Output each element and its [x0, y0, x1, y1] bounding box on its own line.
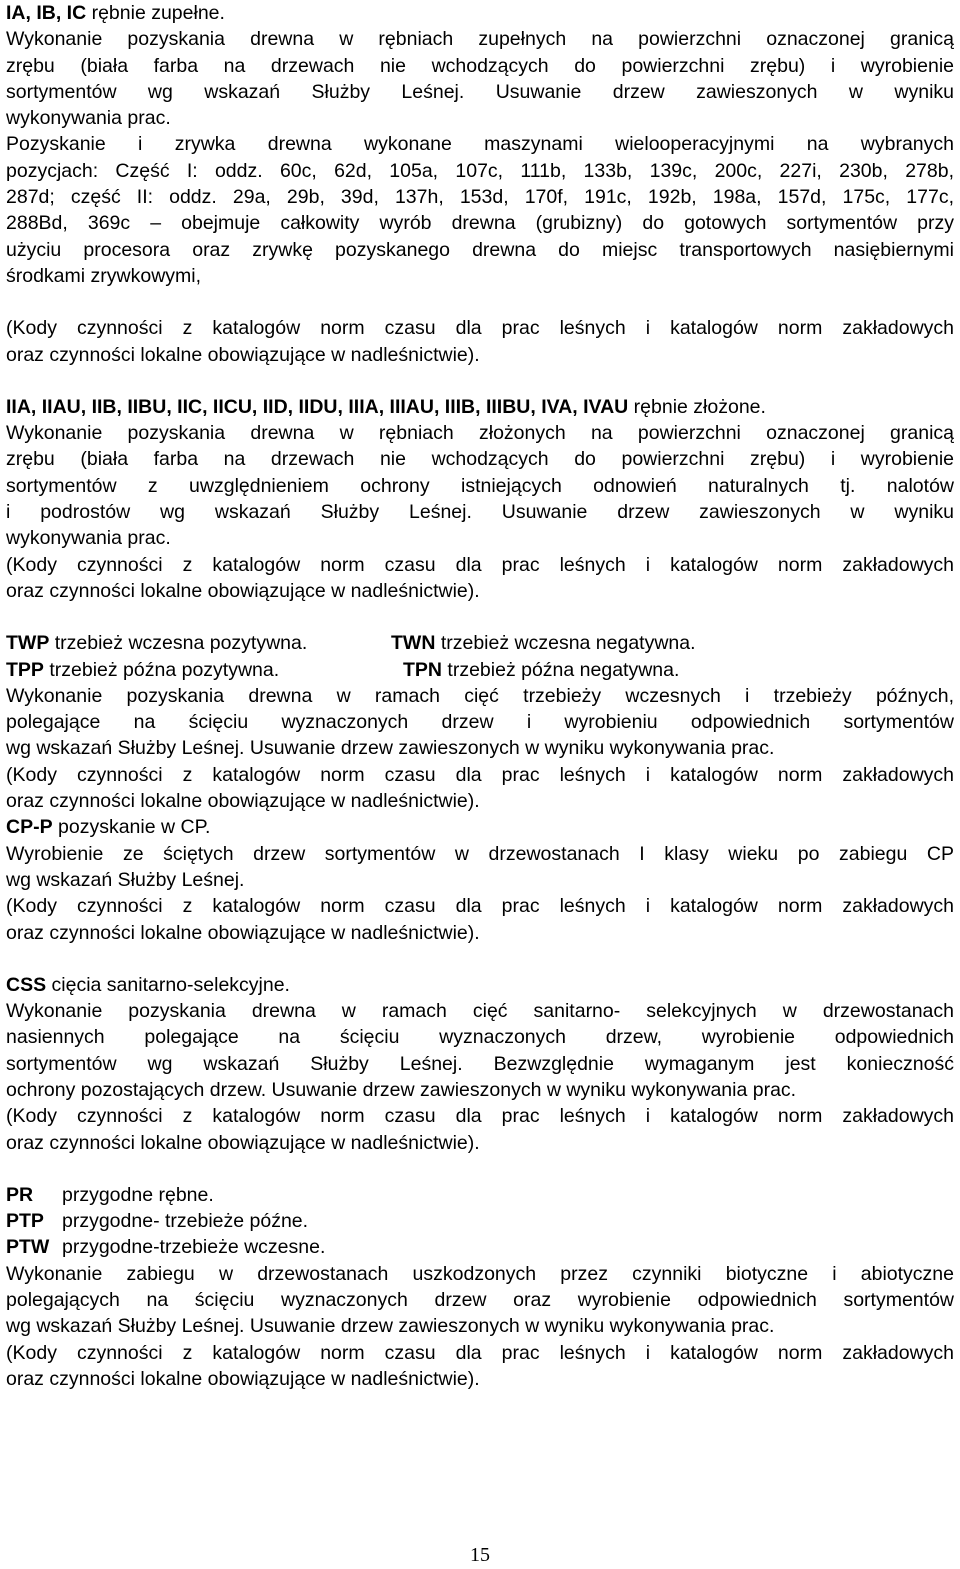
paragraph-line: nasiennych polegające na ścięciu wyznaczonych drzew, wyrobienie odpowiednich: [6, 1026, 954, 1049]
paragraph-line: polegających na ścięciu wyznaczonych drzew oraz wyrobienie odpowiednich sortymentów: [6, 1289, 954, 1312]
code-ptp: PTP: [6, 1210, 44, 1233]
code-ptw-row: [6, 1234, 954, 1260]
code-pr: PR: [6, 1183, 34, 1206]
paragraph-line: sortymentów wg wskazań Służby Leśnej. Usuwanie drzew zawieszonych w wyniku: [6, 80, 954, 103]
code-ptp-row: [6, 1208, 954, 1234]
paragraph-line: wykonywania prac.: [6, 527, 171, 550]
code-twp: TWP: [6, 632, 50, 655]
paragraph-line: Wykonanie zabiegu w drzewostanach uszkodzonych przez czynniki biotyczne i abiotyczne: [6, 1262, 954, 1285]
activity-codes-note: oraz czynności lokalne obowiązujące w nadleśnictwie).: [6, 921, 480, 944]
code-twn: TWN: [391, 632, 436, 655]
paragraph-line: 287d; część II: oddz. 29a, 29b, 39d, 137h, 153d, 170f, 191c, 192b, 198a, 157d, 175c, 177c,: [6, 186, 954, 209]
heading-code: CP-P: [6, 816, 53, 839]
activity-codes-note: (Kody czynności z katalogów norm czasu dla prac leśnych i katalogów norm zakładowych: [6, 895, 954, 918]
code-pr-text: przygodne rębne.: [62, 1183, 214, 1206]
section-heading-ia-ib-ic: [6, 0, 954, 26]
heading-text: rębnie zupełne.: [86, 2, 225, 24]
activity-codes-note: oraz czynności lokalne obowiązujące w nadleśnictwie).: [6, 790, 480, 813]
paragraph-line: ochrony pozostających drzew. Usuwanie drzew zawieszonych w wyniku wykonywania prac.: [6, 1078, 797, 1101]
paragraph-line: zrębu (biała farba na drzewach nie wchodzących do powierzchni zrębu) i wyrobienie: [6, 54, 954, 77]
thinning-codes-row: [6, 657, 954, 683]
code-ptw: PTW: [6, 1236, 50, 1259]
paragraph-line: zrębu (biała farba na drzewach nie wchodzących do powierzchni zrębu) i wyrobienie: [6, 448, 954, 471]
heading-code: IIA, IIAU, IIB, IIBU, IIC, IICU, IID, IIDU, IIIA, IIIAU, IIIB, IIIBU, IVA, IVAU: [6, 395, 629, 418]
heading-text: pozyskanie w CP.: [52, 816, 211, 839]
paragraph-line: i podrostów wg wskazań Służby Leśnej. Usuwanie drzew zawieszonych w wyniku: [6, 501, 954, 524]
activity-codes-note: (Kody czynności z katalogów norm czasu dla prac leśnych i katalogów norm zakładowych: [6, 763, 954, 786]
heading-code: CSS: [6, 973, 47, 996]
activity-codes-note: oraz czynności lokalne obowiązujące w nadleśnictwie).: [6, 1367, 480, 1390]
heading-text: rębnie złożone.: [628, 395, 766, 418]
paragraph-line: Wyrobienie ze ściętych drzew sortymentów w drzewostanach I klasy wieku po zabiegu CP: [6, 842, 954, 865]
section-heading-cp-p: [6, 814, 954, 840]
code-tpn-text: trzebież późna negatywna.: [442, 658, 680, 681]
paragraph-line: środkami zrywkowymi,: [6, 264, 202, 287]
activity-codes-note: (Kody czynności z katalogów norm czasu dla prac leśnych i katalogów norm zakładowych: [6, 1105, 954, 1128]
paragraph-line: pozycjach: Część I: oddz. 60c, 62d, 105a, 107c, 111b, 133b, 139c, 200c, 227i, 230b, 278b,: [6, 159, 954, 182]
paragraph-line: wykonywania prac.: [6, 107, 171, 130]
activity-codes-note: oraz czynności lokalne obowiązujące w nadleśnictwie).: [6, 343, 480, 366]
paragraph-line: 288Bd, 369c – obejmuje całkowity wyrób drewna (grubizny) do gotowych sortymentów przy: [6, 212, 954, 235]
paragraph-line: Wykonanie pozyskania drewna w rębniach złożonych na powierzchni oznaczonej granicą: [6, 422, 954, 445]
paragraph-line: Pozyskanie i zrywka drewna wykonane maszynami wielooperacyjnymi na wybranych: [6, 133, 954, 156]
code-tpp-text: trzebież późna pozytywna.: [43, 658, 280, 681]
paragraph-line: wg wskazań Służby Leśnej.: [6, 868, 245, 891]
activity-codes-note: (Kody czynności z katalogów norm czasu dla prac leśnych i katalogów norm zakładowych: [6, 553, 954, 576]
paragraph-line: Wykonanie pozyskania drewna w ramach cięć sanitarno- selekcyjnych w drzewostanach: [6, 1000, 954, 1023]
paragraph-line: Wykonanie pozyskania drewna w rębniach zupełnych na powierzchni oznaczonej granicą: [6, 28, 954, 51]
code-ptw-text: przygodne-trzebieże wczesne.: [62, 1236, 326, 1259]
code-ptp-text: przygodne- trzebieże późne.: [62, 1210, 309, 1233]
activity-codes-note: oraz czynności lokalne obowiązujące w nadleśnictwie).: [6, 579, 480, 602]
activity-codes-note: oraz czynności lokalne obowiązujące w nadleśnictwie).: [6, 1131, 480, 1154]
document-page: [6, 0, 954, 1392]
heading-text: cięcia sanitarno-selekcyjne.: [46, 973, 290, 996]
section-heading-rebnie-zlozone: [6, 394, 954, 420]
section-heading-css: [6, 972, 954, 998]
paragraph-line: Wykonanie pozyskania drewna w ramach cięć trzebieży wczesnych i trzebieży późnych,: [6, 684, 954, 707]
paragraph-line: sortymentów wg wskazań Służby Leśnej. Bezwzględnie wymaganym jest konieczność: [6, 1052, 954, 1075]
activity-codes-note: (Kody czynności z katalogów norm czasu dla prac leśnych i katalogów norm zakładowych: [6, 1341, 954, 1364]
code-pr-row: [6, 1182, 954, 1208]
activity-codes-note: (Kody czynności z katalogów norm czasu dla prac leśnych i katalogów norm zakładowych: [6, 317, 954, 340]
paragraph-line: użyciu procesora oraz zrywkę pozyskanego drewna do miejsc transportowych nasiębiernymi: [6, 238, 954, 261]
paragraph-line: polegające na ścięciu wyznaczonych drzew i wyrobieniu odpowiednich sortymentów: [6, 711, 954, 734]
heading-code: IA, IB, IC: [6, 2, 87, 24]
paragraph-line: wg wskazań Służby Leśnej. Usuwanie drzew zawieszonych w wyniku wykonywania prac.: [6, 1315, 775, 1338]
code-tpp: TPP: [6, 658, 44, 681]
paragraph-line: wg wskazań Służby Leśnej. Usuwanie drzew zawieszonych w wyniku wykonywania prac.: [6, 737, 775, 760]
page-number: 15: [470, 1544, 490, 1566]
code-twn-text: trzebież wczesna negatywna.: [435, 632, 696, 655]
thinning-codes-row: [6, 630, 954, 656]
code-twp-text: trzebież wczesna pozytywna.: [49, 632, 308, 655]
code-tpn: TPN: [403, 658, 442, 681]
paragraph-line: sortymentów z uwzględnieniem ochrony istniejących odnowień naturalnych tj. nalotów: [6, 474, 954, 497]
